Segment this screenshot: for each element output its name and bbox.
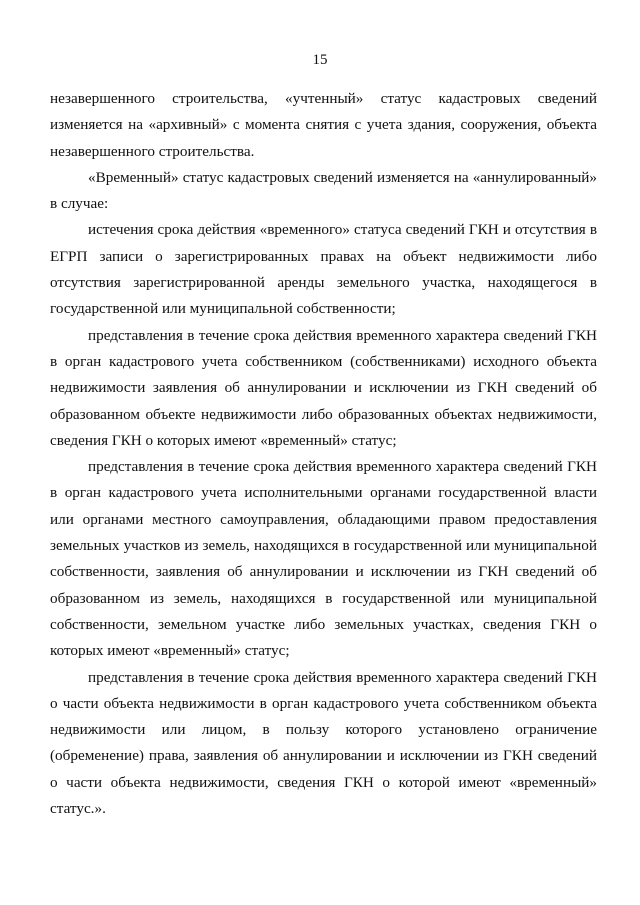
paragraph-case-part-of-object: представления в течение срока действия временного характера сведений ГКН о части объекта недвижимости в орган кадастрового учета собственником объекта недвижимости или лицом, в пользу которого установлено ограничение (обременение) права, заявления об аннулировании и исключении из ГКН сведений о части объекта недвижимости, сведения ГКН о которой имеют «временный» статус.». (50, 668, 597, 818)
paragraph-case-expiry: истечения срока действия «временного» статуса сведений ГКН и отсутствия в ЕГРП записи о зарегистрированных правах на объект недвижимости либо отсутствия зарегистрированной аренды земельного участка, находящегося в государственной или муниципальной собственности; (50, 221, 597, 318)
document-body (50, 86, 597, 822)
paragraph-temporary-status: «Временный» статус кадастровых сведений изменяется на «аннулированный» в случае: (50, 168, 597, 213)
paragraph-case-authority-application: представления в течение срока действия временного характера сведений ГКН в орган кадастрового учета исполнительными органами государственной власти или органами местного самоуправления, обладающими правом предоставления земельных участков из земель, находящихся в государственной или муниципальной собственности, заявления об аннулировании и исключении из ГКН сведений об образованном из земель, находящихся в государственной или муниципальной собственности, земельном участке либо земельных участках, сведения ГКН о которых имеют «временный» статус; (50, 458, 597, 660)
paragraph-case-owner-application: представления в течение срока действия временного характера сведений ГКН в орган кадастрового учета собственником (собственниками) исходного объекта недвижимости заявления об аннулировании и исключении из ГКН сведений об образованном объекте недвижимости либо образованных объектах недвижимости, сведения ГКН о которых имеют «временный» статус; (50, 326, 597, 449)
paragraph-continuation: незавершенного строительства, «учтенный» статус кадастровых сведений изменяется на «архивный» с момента снятия с учета здания, сооружения, объекта незавершенного строительства. (50, 90, 597, 160)
page-number: 15 (312, 52, 328, 68)
